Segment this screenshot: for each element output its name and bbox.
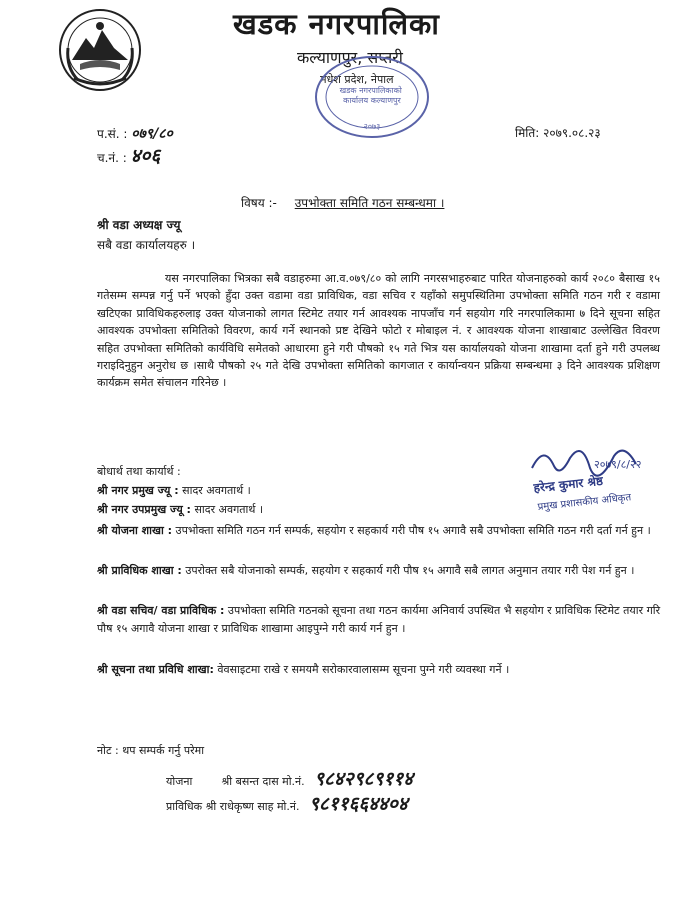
stamp-text: खडक नगरपालिकाको कार्यालय कल्याणपुर (339, 86, 402, 105)
distribution-text: सादर अवगतार्थ । (194, 503, 264, 516)
contact-name: श्री बसन्त दास मो.नं. (221, 775, 305, 788)
distribution-text: उपभोक्ता समिति गठन गर्न सम्पर्क, सहयोग र सहकार्य गरी पौष १५ अगावै सबै उपभोक्ता समिति गठन गरी दर्ता गर्न हुन । (175, 524, 651, 537)
contact-name: श्री राधेकृष्ण साह मो.नं. (205, 800, 300, 813)
contact-planning (166, 765, 413, 791)
distribution-item-ward (97, 602, 667, 638)
distribution-item-planning (97, 522, 667, 540)
contact-role: योजना (166, 775, 193, 788)
letter-date (515, 124, 601, 141)
distribution-text: सादर अवगतार्थ । (182, 484, 251, 497)
distribution-text: उपभोक्ता समिति गठनको सूचना तथा गठन कार्यमा अनिवार्य उपस्थित भै सहयोग र प्राविधिक स्टिमेट तयार गरि पौष १५ अगावै योजना शाखा र प्राविधिक शाखामा आइपुग्ने गरी कार्य गर्न हुन । (97, 604, 661, 635)
contact-technical (166, 790, 408, 816)
date-value: २०७९.०८.२३ (543, 126, 601, 140)
distribution-text: वेवसाइटमा राखे र समयमै सरोकारवालासम्म सूचना पुग्ने गरी व्यवस्था गर्ने । (217, 663, 510, 676)
reference-number (97, 124, 173, 143)
distribution-item-technical (97, 562, 667, 580)
distribution-to: श्री योजना शाखा : (97, 524, 173, 537)
distribution-to: श्री नगर प्रमुख ज्यू : (97, 484, 179, 497)
subject-label: विषय :- (241, 196, 277, 210)
signature-date: २०७९/८/२२ (594, 458, 642, 471)
note-label: नोट : थप सम्पर्क गर्नु परेमा (97, 744, 205, 757)
office-place: कल्याणपुर, सप्तरी (297, 48, 403, 67)
distribution-to: श्री प्राविधिक शाखा : (97, 564, 182, 577)
contact-phone: ९८४२९८९११४ (314, 768, 413, 790)
addressee-offices: सबै वडा कार्यालयहरु । (97, 238, 196, 252)
subject-line (241, 194, 444, 211)
subject-text: उपभोक्ता समिति गठन सम्बन्धमा । (294, 196, 445, 210)
office-title: खडक नगरपालिका (233, 7, 440, 41)
distribution-heading: बोधार्थ तथा कार्यार्थ : (97, 465, 181, 478)
distribution-text: उपरोक्त सबै योजनाको सम्पर्क, सहयोग र सहकार्य गरी पौष १५ अगावै सबै लागत अनुमान तयार गरी पेश गर्न हुन । (185, 564, 635, 577)
contact-role: प्राविधिक (166, 800, 203, 813)
reference-label: प.सं. : (97, 127, 128, 141)
distribution-item-it (97, 661, 667, 679)
body-paragraph: यस नगरपालिका भित्रका सबै वडाहरुमा आ.व.०७९/८० को लागि नगरसभाहरुबाट पारित योजनाहरुको कार्य २०८० बैसाख १५ गतेसम्म सम्पन्न गर्नु पर्ने भएको हुँदा उक्त वडामा वडा प्राविधिक, वडा सचिव र यहाँको समुपस्थितिमा उपभोक्ता समिति गठन गरी र वडामा खटिएका प्राविधिकहरुलाइ उक्त योजनाको लागत स्टिमेट तयार गर्न आवश्यक नापजाँच गर्न सहयोग गरि नगरपालिकामा ७ दिने सूचना सहित आवश्यक उपभोक्ता समितिको विवरण, कार्य गर्ने स्थानको प्रष्ट देखिने फोटो र मोबाइल नं. र आवश्यक योजना शाखाबाट उल्लेखित विवरण सहित उपभोक्ता समितिको कार्यविधि समेतको आधारमा हुने गरी पौषको १५ गते भित्र यस कार्यालयको योजना शाखामा दर्ता हुने गरी उपलब्ध गराइदिनुहुन अनुरोध छ ।साथै पौषको २५ गते देखि उपभोक्ता समितिको कागजात र कार्यान्वयन प्रक्रिया सम्बन्धमा ३ दिने आवश्यक प्रशिक्षण कार्यक्रम समेत संचालन गरिनेछ । (97, 272, 660, 390)
nepal-emblem-icon (58, 8, 142, 92)
distribution-to: श्री वडा सचिव/ वडा प्राविधिक : (97, 604, 225, 617)
distribution-item-mayor (97, 482, 667, 500)
reference-value: ०७९/८० (131, 126, 173, 142)
dispatch-label: च.नं. : (97, 151, 127, 165)
stamp-year: २०७३ (363, 122, 381, 131)
date-label: मिति: (515, 126, 540, 140)
dispatch-number (97, 142, 160, 168)
distribution-to: श्री सूचना तथा प्रविधि शाखा: (97, 663, 214, 676)
letter-body (97, 270, 660, 392)
addressee-title: श्री वडा अध्यक्ष ज्यू (97, 218, 181, 232)
office-stamp (313, 53, 431, 141)
distribution-item-deputy-mayor (97, 501, 667, 519)
signature-title: प्रमुख प्रशासकीय अधिकृत (537, 492, 632, 513)
distribution-to: श्री नगर उपप्रमुख ज्यू : (97, 503, 191, 516)
office-province: मधेश प्रदेश, नेपाल (320, 73, 394, 86)
contact-phone: ९८११६६४४०४ (308, 793, 408, 815)
dispatch-value: ४०६ (130, 145, 161, 167)
signature-name: हरेन्द्र कुमार श्रेष्ठ (532, 473, 604, 495)
